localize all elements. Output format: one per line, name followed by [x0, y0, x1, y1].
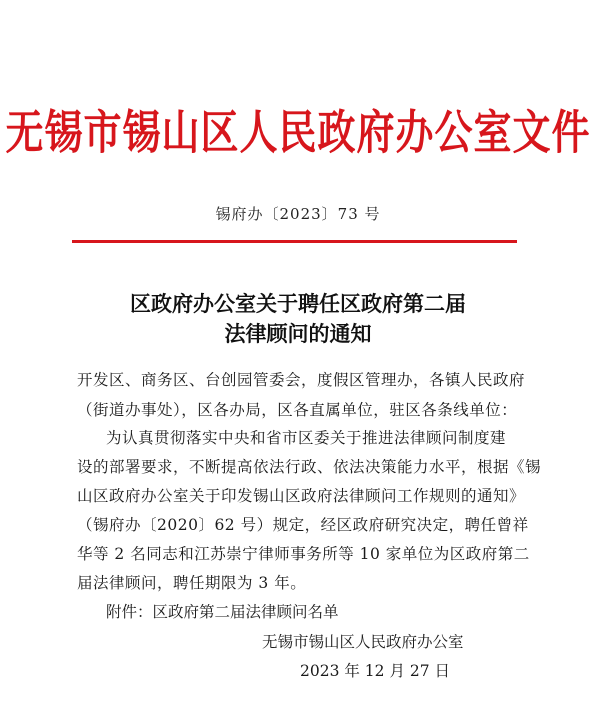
attachment-note: 附件：区政府第二届法律顾问名单: [106, 603, 339, 621]
notice-title-line-2: 法律顾问的通知: [224, 321, 372, 346]
body-paragraph-line-5: 华等 2 名同志和江苏崇宁律师事务所等 10 家单位为区政府第二: [77, 545, 530, 563]
body-paragraph-line-3: 山区政府办公室关于印发锡山区政府法律顾问工作规则的通知》: [77, 487, 526, 505]
document-number: 锡府办〔2023〕73 号: [215, 205, 381, 223]
recipients-line-2: （街道办事处），区各办局，区各直属单位，驻区各条线单位：: [77, 401, 518, 419]
issuing-office-signature: 无锡市锡山区人民政府办公室: [262, 633, 464, 651]
notice-title-line-1: 区政府办公室关于聘任区政府第二届: [130, 291, 466, 316]
document-header-title: 无锡市锡山区人民政府办公室文件: [5, 104, 591, 160]
red-divider-line: [72, 240, 517, 243]
body-paragraph-line-4: （锡府办〔2020〕62 号）规定，经区政府研究决定，聘任曾祥: [77, 516, 529, 534]
recipients-line-1: 开发区、商务区、台创园管委会，度假区管理办，各镇人民政府: [77, 371, 526, 389]
body-paragraph-line-2: 设的部署要求，不断提高依法行政、依法决策能力水平，根据《锡: [77, 458, 542, 476]
body-paragraph-line-6: 届法律顾问，聘任期限为 3 年。: [77, 574, 307, 592]
body-paragraph-line-1: 为认真贯彻落实中央和省市区委关于推进法律顾问制度建: [106, 429, 507, 447]
issue-date: 2023 年 12 月 27 日: [300, 662, 451, 680]
